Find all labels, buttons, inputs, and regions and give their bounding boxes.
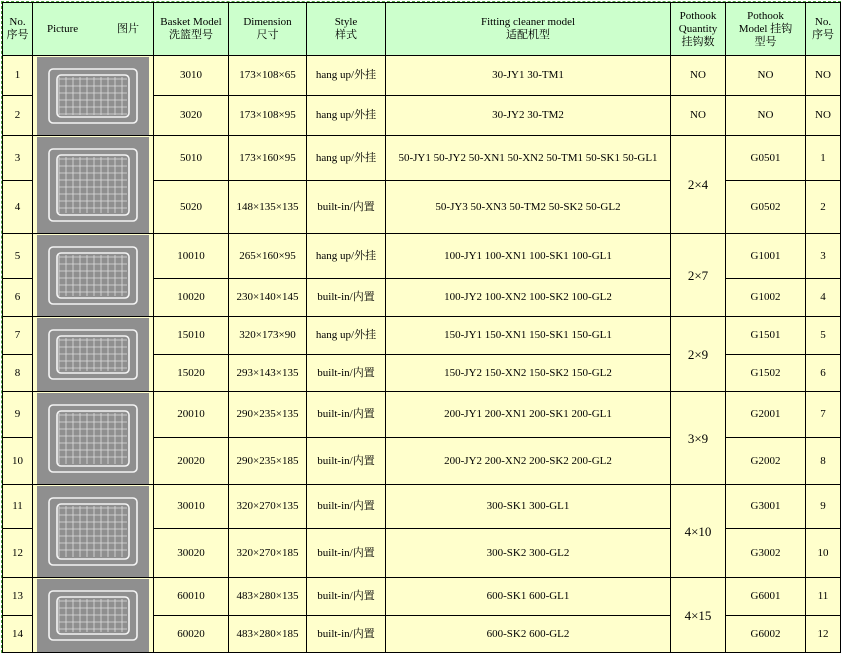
basket-photo	[37, 137, 149, 233]
row-number: 3	[3, 136, 33, 181]
pothook-quantity: 2×4	[671, 136, 726, 234]
basket-model: 20020	[154, 438, 229, 485]
row-number-right: 5	[806, 317, 841, 355]
fitting-cleaner-models: 600-SK2 600-GL2	[386, 616, 671, 653]
row-number-right: 6	[806, 355, 841, 392]
fitting-cleaner-models: 300-SK2 300-GL2	[386, 529, 671, 578]
row-number-right: 4	[806, 279, 841, 317]
basket-photo	[37, 486, 149, 577]
pothook-model: G0502	[726, 181, 806, 234]
dimension: 290×235×135	[229, 392, 307, 438]
fitting-cleaner-models: 150-JY2 150-XN2 150-SK2 150-GL2	[386, 355, 671, 392]
dimension: 483×280×185	[229, 616, 307, 653]
style: built-in/内置	[307, 616, 386, 653]
fitting-cleaner-models: 200-JY2 200-XN2 200-SK2 200-GL2	[386, 438, 671, 485]
row-number-right: 8	[806, 438, 841, 485]
table-row	[3, 392, 841, 438]
basket-photo-cell	[33, 578, 154, 653]
header-style: Style 样式	[307, 3, 386, 56]
basket-model: 15020	[154, 355, 229, 392]
row-number: 2	[3, 96, 33, 136]
row-number: 7	[3, 317, 33, 355]
style: hang up/外挂	[307, 136, 386, 181]
style: built-in/内置	[307, 578, 386, 616]
style: built-in/内置	[307, 181, 386, 234]
pothook-model: G6002	[726, 616, 806, 653]
pothook-model: G1002	[726, 279, 806, 317]
style: built-in/内置	[307, 279, 386, 317]
style: hang up/外挂	[307, 234, 386, 279]
header-pothook-model: Pothook Model 挂钩 型号	[726, 3, 806, 56]
style: built-in/内置	[307, 438, 386, 485]
row-number-right: 1	[806, 136, 841, 181]
fitting-cleaner-models: 50-JY1 50-JY2 50-XN1 50-XN2 50-TM1 50-SK1 50-GL1	[386, 136, 671, 181]
table-row	[3, 136, 841, 181]
header-basket-model: Basket Model 洗篮型号	[154, 3, 229, 56]
basket-model: 3010	[154, 56, 229, 96]
table-row	[3, 56, 841, 96]
dimension: 290×235×185	[229, 438, 307, 485]
dimension: 173×108×65	[229, 56, 307, 96]
header-no: No. 序号	[3, 3, 33, 56]
dimension: 173×160×95	[229, 136, 307, 181]
pothook-quantity: 2×7	[671, 234, 726, 317]
row-number-right: NO	[806, 56, 841, 96]
table-row	[3, 234, 841, 279]
header-no-right: No. 序号	[806, 3, 841, 56]
basket-model: 60020	[154, 616, 229, 653]
basket-photo	[37, 579, 149, 652]
basket-photo-cell	[33, 485, 154, 578]
dimension: 320×173×90	[229, 317, 307, 355]
style: built-in/内置	[307, 485, 386, 529]
row-number: 1	[3, 56, 33, 96]
dimension: 320×270×135	[229, 485, 307, 529]
pothook-quantity: 4×15	[671, 578, 726, 653]
header-picture: Picture 图片	[33, 3, 154, 56]
table-row	[3, 317, 841, 355]
header-pothook-quantity: Pothook Quantity 挂钩数	[671, 3, 726, 56]
row-number: 13	[3, 578, 33, 616]
pothook-quantity: NO	[671, 56, 726, 96]
basket-photo-cell	[33, 392, 154, 485]
row-number: 14	[3, 616, 33, 653]
basket-photo	[37, 393, 149, 484]
basket-spec-table	[2, 2, 841, 653]
basket-model: 5020	[154, 181, 229, 234]
row-number-right: 7	[806, 392, 841, 438]
pothook-model: NO	[726, 96, 806, 136]
fitting-cleaner-models: 600-SK1 600-GL1	[386, 578, 671, 616]
basket-photo	[37, 57, 149, 135]
basket-model: 5010	[154, 136, 229, 181]
dimension: 483×280×135	[229, 578, 307, 616]
style: hang up/外挂	[307, 96, 386, 136]
pothook-model: G3002	[726, 529, 806, 578]
row-number: 9	[3, 392, 33, 438]
pothook-quantity: 3×9	[671, 392, 726, 485]
pothook-quantity: 4×10	[671, 485, 726, 578]
row-number-right: 2	[806, 181, 841, 234]
dimension: 173×108×95	[229, 96, 307, 136]
basket-photo	[37, 235, 149, 316]
row-number: 11	[3, 485, 33, 529]
row-number: 5	[3, 234, 33, 279]
basket-photo-cell	[33, 317, 154, 392]
basket-model: 30010	[154, 485, 229, 529]
row-number-right: 11	[806, 578, 841, 616]
style: built-in/内置	[307, 392, 386, 438]
dimension: 148×135×135	[229, 181, 307, 234]
style: built-in/内置	[307, 529, 386, 578]
fitting-cleaner-models: 100-JY1 100-XN1 100-SK1 100-GL1	[386, 234, 671, 279]
basket-model: 10020	[154, 279, 229, 317]
basket-model: 30020	[154, 529, 229, 578]
pothook-model: G6001	[726, 578, 806, 616]
basket-model: 10010	[154, 234, 229, 279]
row-number-right: 3	[806, 234, 841, 279]
pothook-model: G1001	[726, 234, 806, 279]
basket-photo	[37, 318, 149, 391]
basket-model: 60010	[154, 578, 229, 616]
fitting-cleaner-models: 300-SK1 300-GL1	[386, 485, 671, 529]
table-row	[3, 485, 841, 529]
basket-photo-cell	[33, 234, 154, 317]
pothook-model: G1502	[726, 355, 806, 392]
dimension: 320×270×185	[229, 529, 307, 578]
dimension: 265×160×95	[229, 234, 307, 279]
fitting-cleaner-models: 30-JY2 30-TM2	[386, 96, 671, 136]
style: built-in/内置	[307, 355, 386, 392]
table-row	[3, 578, 841, 616]
fitting-cleaner-models: 30-JY1 30-TM1	[386, 56, 671, 96]
fitting-cleaner-models: 200-JY1 200-XN1 200-SK1 200-GL1	[386, 392, 671, 438]
row-number-right: 10	[806, 529, 841, 578]
dimension: 230×140×145	[229, 279, 307, 317]
row-number: 6	[3, 279, 33, 317]
fitting-cleaner-models: 150-JY1 150-XN1 150-SK1 150-GL1	[386, 317, 671, 355]
row-number: 4	[3, 181, 33, 234]
basket-model: 3020	[154, 96, 229, 136]
row-number: 8	[3, 355, 33, 392]
fitting-cleaner-models: 100-JY2 100-XN2 100-SK2 100-GL2	[386, 279, 671, 317]
pothook-model: G2001	[726, 392, 806, 438]
style: hang up/外挂	[307, 317, 386, 355]
basket-photo-cell	[33, 56, 154, 136]
basket-model: 15010	[154, 317, 229, 355]
header-fitting-cleaner-model: Fitting cleaner model 适配机型	[386, 3, 671, 56]
style: hang up/外挂	[307, 56, 386, 96]
row-number: 10	[3, 438, 33, 485]
row-number-right: NO	[806, 96, 841, 136]
basket-photo-cell	[33, 136, 154, 234]
header-dimension: Dimension 尺寸	[229, 3, 307, 56]
dimension: 293×143×135	[229, 355, 307, 392]
pothook-model: G3001	[726, 485, 806, 529]
pothook-quantity: 2×9	[671, 317, 726, 392]
row-number-right: 9	[806, 485, 841, 529]
header-row	[3, 3, 841, 56]
pothook-model: G2002	[726, 438, 806, 485]
pothook-model: G1501	[726, 317, 806, 355]
fitting-cleaner-models: 50-JY3 50-XN3 50-TM2 50-SK2 50-GL2	[386, 181, 671, 234]
pothook-quantity: NO	[671, 96, 726, 136]
row-number-right: 12	[806, 616, 841, 653]
basket-model: 20010	[154, 392, 229, 438]
pothook-model: NO	[726, 56, 806, 96]
pothook-model: G0501	[726, 136, 806, 181]
row-number: 12	[3, 529, 33, 578]
